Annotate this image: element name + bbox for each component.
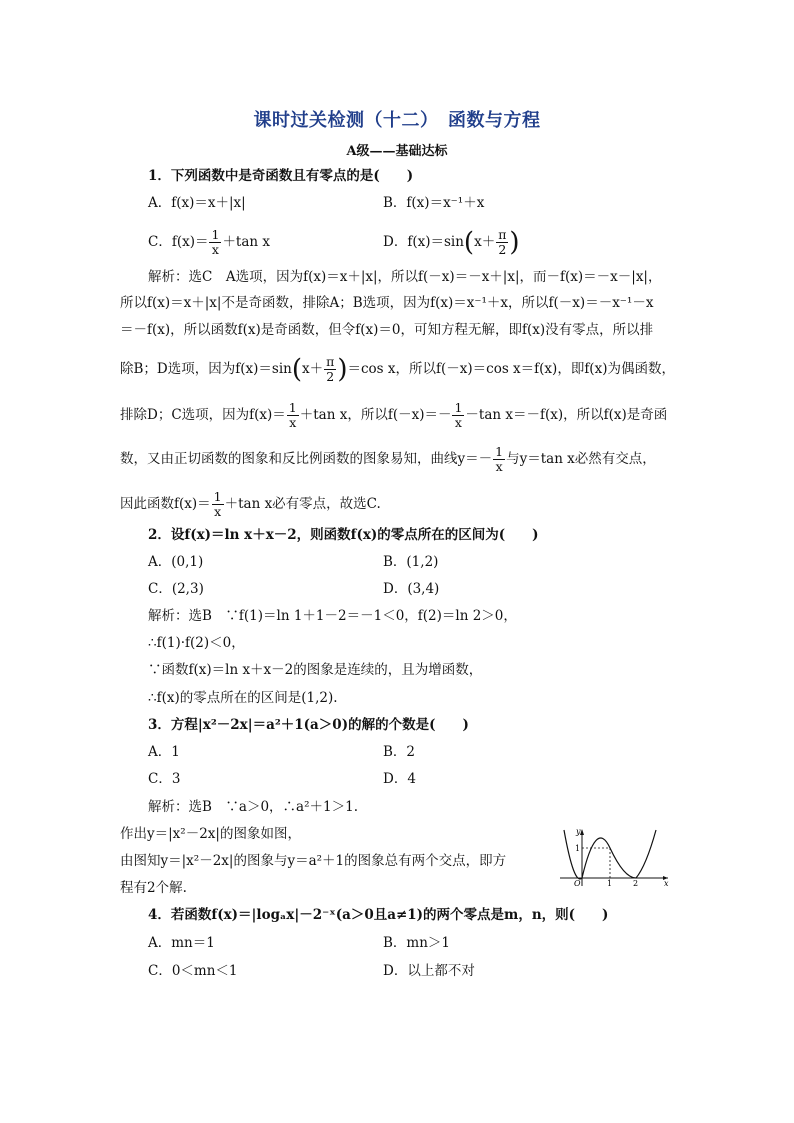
denominator: x xyxy=(211,242,219,257)
q1-solution-line-7 xyxy=(120,490,381,519)
denominator: x xyxy=(289,415,297,430)
q3-option-c[interactable]: C．3 xyxy=(148,771,181,787)
numerator: 1 xyxy=(454,400,463,415)
origin-label: O xyxy=(574,879,581,888)
q1-option-c-prefix: C．f(x)＝ xyxy=(148,234,209,250)
numerator: 1 xyxy=(288,400,297,415)
numerator: 1 xyxy=(211,227,220,242)
y-tick-1: 1 xyxy=(575,844,581,853)
fraction xyxy=(496,228,508,257)
q3-option-d[interactable]: D．4 xyxy=(383,771,416,787)
text: ＝cos x，所以f(－x)＝cos x＝f(x)，即f(x)为偶函数， xyxy=(347,361,675,377)
q1-option-c-suffix: ＋tan x xyxy=(222,234,271,250)
numerator: 1 xyxy=(213,489,222,504)
text: －tan x＝－f(x)，所以f(x)是奇函 xyxy=(465,407,668,423)
numerator: π xyxy=(498,227,507,242)
numerator: 1 xyxy=(495,444,504,459)
q3-stem: 3．方程|x²－2x|＝a²＋1(a＞0)的解的个数是( ) xyxy=(148,717,469,733)
denominator: 2 xyxy=(326,369,335,384)
q1-solution-line-5 xyxy=(120,401,667,430)
q3-solution-line-3: 由图知y＝|x²－2x|的图象与y＝a²＋1的图象总有两个交点，即方 xyxy=(120,853,507,869)
denominator: x xyxy=(214,504,222,519)
denominator: x xyxy=(495,459,503,474)
q2-option-b[interactable]: B．(1,2) xyxy=(383,554,439,570)
q1-solution-line-6 xyxy=(120,445,656,474)
text: ＋tan x，所以f(－x)＝－ xyxy=(299,407,452,423)
text: ＋tan x必有零点，故选C. xyxy=(224,496,381,512)
numerator: π xyxy=(326,354,335,369)
fraction xyxy=(287,401,299,430)
q1-option-d-prefix: D．f(x)＝sin xyxy=(383,234,464,250)
q2-solution-line-4: ∴f(x)的零点所在的区间是(1,2). xyxy=(148,690,338,706)
x-tick-2: 2 xyxy=(633,879,639,888)
q3-solution-line-2: 作出y＝|x²－2x|的图象如图， xyxy=(120,826,301,842)
q1-solution-line-4 xyxy=(120,355,675,384)
q2-stem: 2．设f(x)＝ln x＋x－2，则函数f(x)的零点所在的区间为( ) xyxy=(148,527,539,543)
q4-stem: 4．若函数f(x)＝|logₐx|－2⁻ˣ(a＞0且a≠1)的两个零点是m，n，则( ) xyxy=(148,907,609,923)
q2-option-d[interactable]: D．(3,4) xyxy=(383,581,440,597)
page-title: 课时过关检测（十二） 函数与方程 xyxy=(253,110,541,131)
text: 因此函数f(x)＝ xyxy=(120,496,211,512)
text: 与y＝tan x必然有交点， xyxy=(506,451,656,467)
abs-quadratic-graph xyxy=(556,826,672,888)
q4-option-c[interactable]: C．0＜mn＜1 xyxy=(148,963,238,979)
fraction xyxy=(493,445,505,474)
q3-solution-line-1: 解析：选B ∵a＞0，∴a²＋1＞1. xyxy=(148,799,358,815)
q2-option-c[interactable]: C．(2,3) xyxy=(148,581,204,597)
q1-option-b[interactable]: B．f(x)＝x⁻¹＋x xyxy=(383,195,485,211)
fraction xyxy=(452,401,464,430)
q1-option-a[interactable]: A．f(x)＝x＋|x| xyxy=(148,195,246,211)
denominator: x xyxy=(454,415,462,430)
fraction xyxy=(209,228,221,257)
right-paren: ) xyxy=(509,227,520,258)
q3-option-b[interactable]: B．2 xyxy=(383,744,416,760)
text: 数，又由正切函数的图象和反比例函数的图象易知，曲线y＝－ xyxy=(120,451,493,467)
left-paren: ( xyxy=(291,354,302,385)
fraction xyxy=(324,355,336,384)
text: 排除D；C选项，因为f(x)＝ xyxy=(120,407,286,423)
q1-stem: 1．下列函数中是奇函数且有零点的是( ) xyxy=(148,168,414,184)
text: 除B；D选项，因为f(x)＝sin xyxy=(120,361,292,377)
x-tick-1: 1 xyxy=(607,879,613,888)
q1-option-c[interactable] xyxy=(148,228,270,257)
q1-solution-line-1: 解析：选C A选项，因为f(x)＝x＋|x|，所以f(－x)＝－x＋|x|，而－f(x)＝－x－|x|， xyxy=(148,269,662,285)
right-paren: ) xyxy=(337,354,348,385)
fraction xyxy=(212,490,224,519)
q1-solution-line-3: ＝－f(x)，所以函数f(x)是奇函数，但令f(x)＝0，可知方程无解，即f(x)没有零点，所以排 xyxy=(120,322,654,338)
x-axis-label: x xyxy=(664,879,669,888)
q4-option-d[interactable]: D．以上都不对 xyxy=(383,963,475,979)
q1-solution-line-2: 所以f(x)＝x＋|x|不是奇函数，排除A；B选项，因为f(x)＝x⁻¹＋x，所以f(－x)＝－x⁻¹－x xyxy=(120,295,654,311)
q3-option-a[interactable]: A．1 xyxy=(148,744,180,760)
q4-option-b[interactable]: B．mn＞1 xyxy=(383,935,451,951)
text: x＋ xyxy=(301,361,324,377)
q2-option-a[interactable]: A．(0,1) xyxy=(148,554,204,570)
q4-option-a[interactable]: A．mn＝1 xyxy=(148,935,215,951)
q2-solution-line-2: ∴f(1)·f(2)＜0， xyxy=(148,635,245,651)
y-axis-label: y xyxy=(576,827,581,836)
q1-option-d-inner: x＋ xyxy=(474,234,496,250)
q1-option-d[interactable] xyxy=(383,228,520,257)
q2-solution-line-3: ∵函数f(x)＝ln x＋x－2的图象是连续的，且为增函数， xyxy=(148,662,483,678)
y-axis-arrow xyxy=(580,829,584,835)
q3-solution-line-4: 程有2个解. xyxy=(120,880,187,896)
curve xyxy=(564,830,656,879)
q2-solution-line-1: 解析：选B ∵f(1)＝ln 1＋1－2＝－1＜0，f(2)＝ln 2＞0， xyxy=(148,608,517,624)
denominator: 2 xyxy=(498,242,507,257)
left-paren: ( xyxy=(463,227,475,258)
section-level: A级——基础达标 xyxy=(346,144,448,159)
